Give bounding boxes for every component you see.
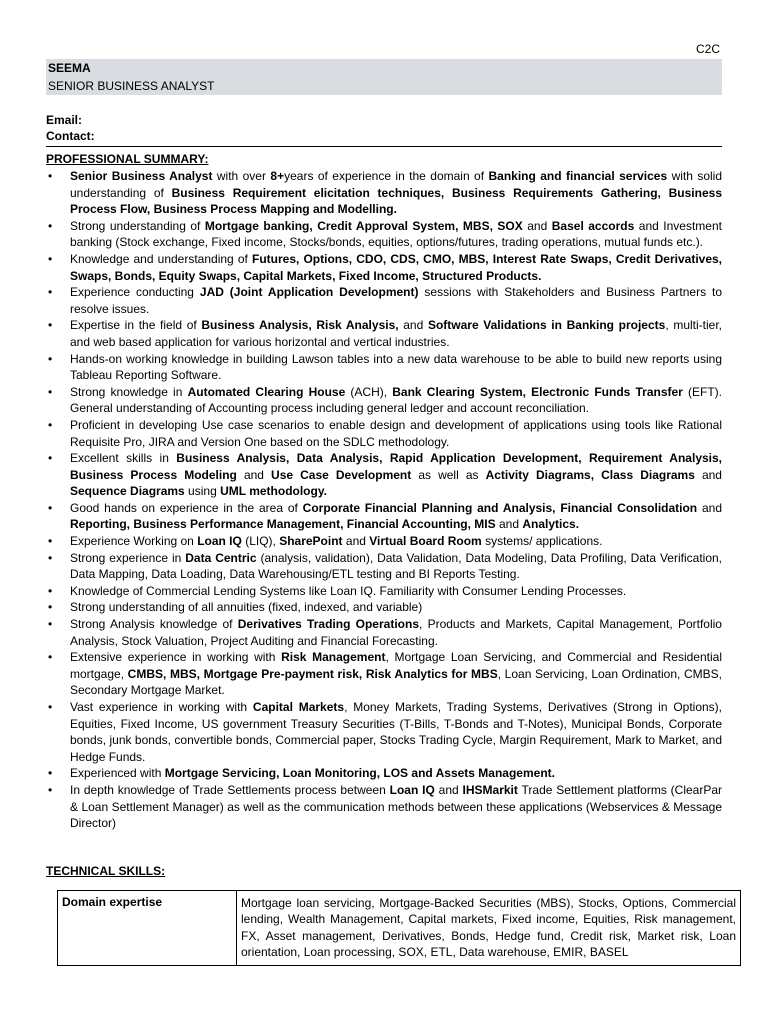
summary-item (46, 317, 722, 350)
summary-item (46, 583, 722, 600)
c2c-tag: C2C (696, 42, 721, 56)
bullet-icon: • (48, 417, 53, 432)
header-divider (46, 146, 722, 147)
skills-row (58, 891, 741, 966)
candidate-title: SENIOR BUSINESS ANALYST (48, 79, 215, 93)
skill-category: Domain expertise (58, 891, 237, 966)
email-label: Email: (46, 113, 83, 127)
bullet-icon: • (48, 169, 53, 183)
summary-item (46, 351, 722, 384)
summary-item (46, 599, 722, 616)
bullet-icon: • (48, 318, 53, 333)
bullet-icon: • (48, 351, 53, 366)
summary-item (46, 500, 722, 533)
bullet-icon: • (48, 534, 53, 549)
summary-item-text: Experience Working on Loan IQ (LIQ), SharePoint and Virtual Board Room systems/ applications. (70, 534, 603, 549)
summary-item-text: Strong experience in Data Centric (analysis, validation), Data Validation, Data Modeling, Data Profiling, Data Verification, Data Mapping, Data Loading, Data Warehousing/ETL testing and BI Reports Testing. (70, 550, 722, 582)
bullet-icon: • (48, 617, 53, 632)
bullet-icon: • (48, 583, 53, 598)
contact-label: Contact: (46, 129, 95, 143)
summary-item-text: Senior Business Analyst with over 8+years of experience in the domain of Banking and financial services with solid understanding of Business Requirement elicitation techniques, Business Requirements Gathering, Business Process Flow, Business Process Mapping and Modelling. (70, 169, 723, 217)
skill-values: Mortgage loan servicing, Mortgage-Backed Securities (MBS), Stocks, Options, Commercial lending, Wealth Management, Capital markets, Fixed income, Equities, Risk management, FX, Asset management, Derivatives, Bonds, Hedge fund, Credit risk, Market risk, Loan orientation, Loan processing, SOX, ETL, Data warehouse, EMIR, BASEL (237, 891, 741, 966)
summary-item (46, 550, 722, 583)
summary-item-text: Extensive experience in working with Risk Management, Mortgage Loan Servicing, and Commercial and Residential mortgage, CMBS, MBS, Mortgage Pre-payment risk, Risk Analytics for MBS, Loan Servicing, Loan Ordination, CMBS, Secondary Mortgage Market. (70, 650, 722, 698)
candidate-name: SEEMA (48, 61, 91, 75)
skills-heading: TECHNICAL SKILLS: (46, 864, 166, 878)
summary-item (46, 284, 722, 317)
summary-item-text: Vast experience in working with Capital Markets, Money Markets, Trading Systems, Derivatives (Strong in Options), Equities, Fixed Income, US government Treasury Securities (T-Bills, T-Bonds and T-Notes), Municipal Bonds, Corporate bonds, junk bonds, convertible bonds, Commercial paper, Stocks Trading Cycle, Margin Requirement, Mark to Market, and Hedge Funds. (70, 700, 723, 764)
bullet-icon: • (48, 782, 53, 797)
summary-item-text: Strong knowledge in Automated Clearing House (ACH), Bank Clearing System, Electronic Funds Transfer (EFT). General understanding of Accounting process including general ledger and account reconciliation. (70, 384, 722, 416)
summary-item-text: Proficient in developing Use case scenarios to enable design and development of applications using tools like Rational Requisite Pro, JIRA and Version One based on the SDLC methodology. (70, 417, 722, 449)
skills-table (57, 890, 741, 966)
bullet-icon: • (48, 700, 53, 714)
summary-item-text: Experience conducting JAD (Joint Application Development) sessions with Stakeholders and Business Partners to resolve issues. (70, 285, 722, 316)
summary-item (46, 384, 722, 417)
bullet-icon: • (48, 650, 53, 665)
summary-item-text: Expertise in the field of Business Analysis, Risk Analysis, and Software Validations in Banking projects, multi-tier, and web based application for various horizontal and vertical industries. (70, 318, 723, 349)
bullet-icon: • (48, 600, 53, 615)
summary-item-text: In depth knowledge of Trade Settlements process between Loan IQ and IHSMarkit Trade Settlement platforms (ClearPar & Loan Settlement Manager) as well as the communication methods between these applications (Webservices & Message Director) (70, 782, 723, 831)
summary-item-text: Experienced with Mortgage Servicing, Loan Monitoring, LOS and Assets Management. (70, 766, 555, 781)
summary-item-text: Excellent skills in Business Analysis, Data Analysis, Rapid Application Development, Requirement Analysis, Business Process Modeling and Use Case Development as well as Activity Diagrams, Class Diagrams and Sequence Diagrams using UML methodology. (70, 451, 723, 499)
summary-item-text: Hands-on working knowledge in building Lawson tables into a new data warehouse to be able to build new reports using Tableau Reporting Software. (70, 351, 722, 383)
summary-item (46, 616, 722, 649)
name-banner (46, 59, 722, 95)
summary-item (46, 251, 722, 284)
summary-item (46, 699, 722, 765)
bullet-icon: • (48, 766, 53, 781)
summary-item-text: Good hands on experience in the area of Corporate Financial Planning and Analysis, Financial Consolidation and Reporting, Business Performance Management, Financial Accounting, MIS and Analytics. (70, 500, 722, 532)
summary-item (46, 533, 722, 550)
summary-list (46, 168, 722, 832)
summary-item (46, 782, 722, 832)
summary-item (46, 168, 722, 218)
summary-item-text: Strong Analysis knowledge of Derivatives Trading Operations, Products and Markets, Capital Management, Portfolio Analysis, Stock Valuation, Project Auditing and Financial Forecasting. (70, 617, 722, 648)
bullet-icon: • (48, 251, 53, 266)
summary-item-text: Strong understanding of Mortgage banking, Credit Approval System, MBS, SOX and Basel accords and Investment banking (Stock exchange, Fixed income, Stocks/bonds, equities, options/futures, trading operations, mutual funds etc.). (70, 218, 722, 250)
bullet-icon: • (48, 384, 53, 399)
summary-item (46, 649, 722, 699)
summary-heading: PROFESSIONAL SUMMARY: (46, 152, 209, 166)
bullet-icon: • (48, 218, 53, 233)
summary-item (46, 218, 722, 251)
summary-item-text: Strong understanding of all annuities (fixed, indexed, and variable) (70, 600, 423, 615)
bullet-icon: • (48, 451, 53, 466)
summary-item-text: Knowledge and understanding of Futures, Options, CDO, CDS, CMO, MBS, Interest Rate Swaps, Credit Derivatives, Swaps, Bonds, Equity Swaps, Capital Markets, Fixed Income, Structured Products. (70, 251, 723, 283)
summary-item (46, 450, 722, 500)
bullet-icon: • (48, 500, 53, 515)
summary-item (46, 417, 722, 450)
summary-item (46, 765, 722, 782)
bullet-icon: • (48, 285, 53, 300)
summary-item-text: Knowledge of Commercial Lending Systems like Loan IQ. Familiarity with Consumer Lending Processes. (70, 583, 627, 598)
bullet-icon: • (48, 550, 53, 565)
